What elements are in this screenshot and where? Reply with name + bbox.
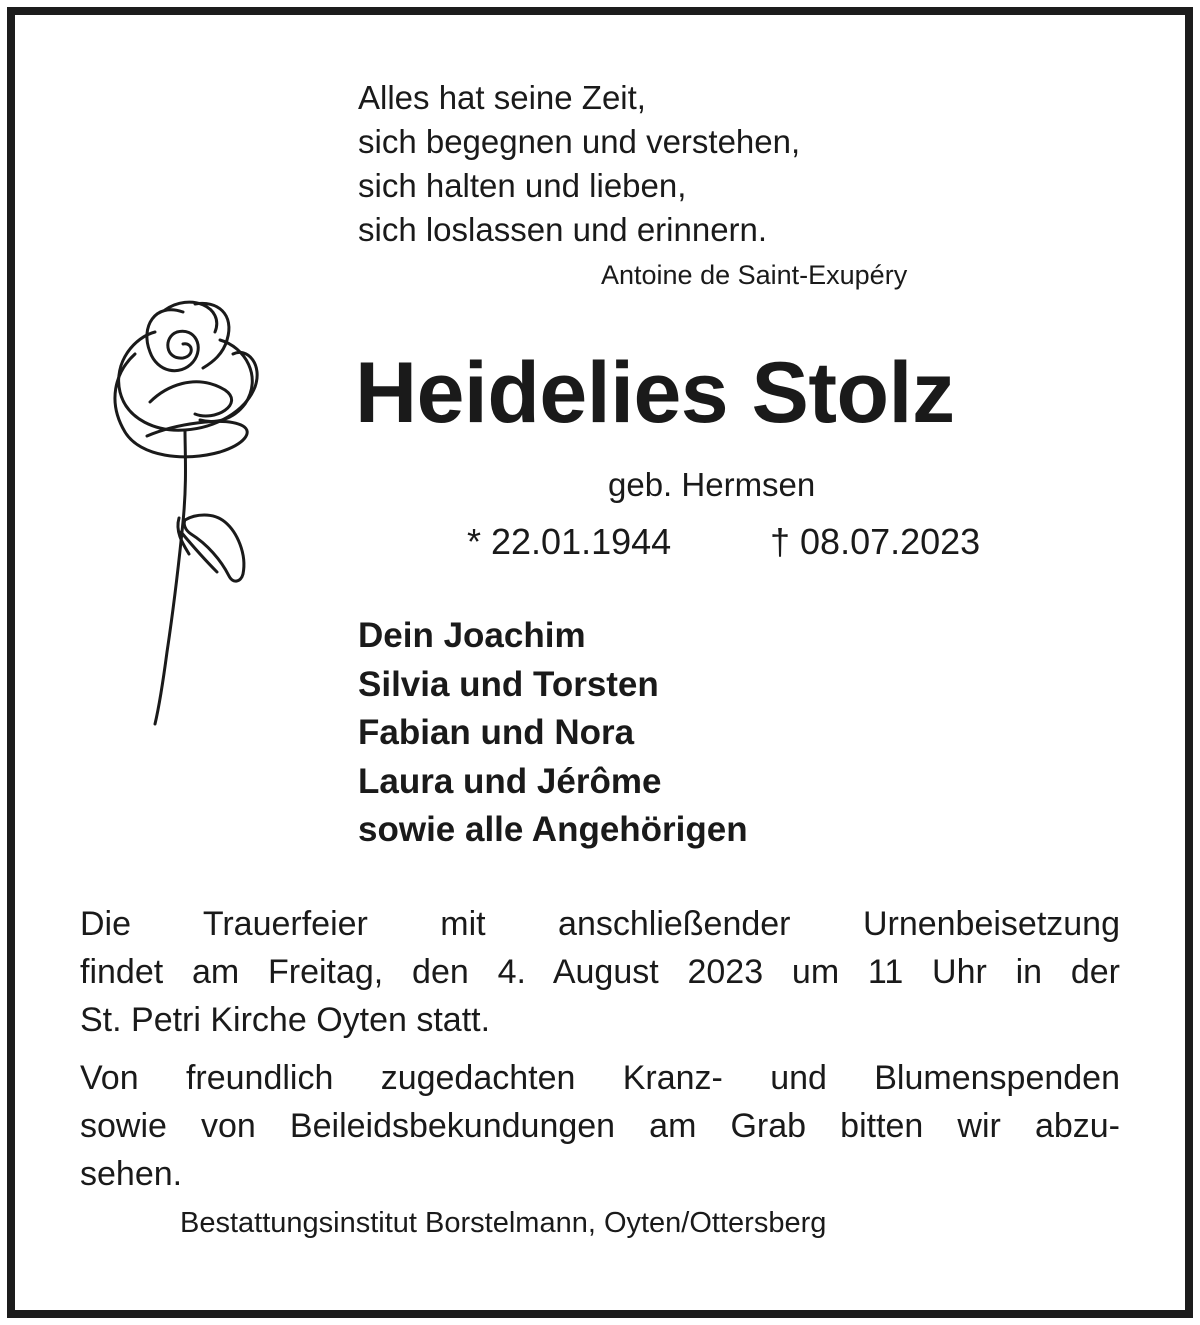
request-line: sehen. [80,1155,183,1193]
service-line: findet am Freitag, den 4. August 2023 um 11 Uhr in der [80,953,1120,991]
mourners-list [358,612,748,855]
service-line: Die Trauerfeier mit anschließender Urnenbeisetzung [80,905,1120,943]
quote [358,76,800,252]
quote-line: sich begegnen und verstehen, [358,123,801,160]
request-line: sowie von Beileidsbekundungen am Grab bitten wir abzu- [80,1107,1120,1145]
request-paragraph [80,1054,1120,1198]
funeral-home: Bestattungsinstitut Borstelmann, Oyten/Ottersberg [180,1207,827,1239]
service-paragraph [80,900,1120,1044]
deceased-name: Heidelies Stolz [355,345,955,441]
maiden-name: geb. Hermsen [608,466,816,503]
mourner: Dein Joachim [358,616,586,655]
rose-drawing-icon [95,292,285,742]
quote-line: Alles hat seine Zeit, [358,79,646,116]
request-line: Von freundlich zugedachten Kranz- und Blumenspenden [80,1059,1120,1097]
birth-date: * 22.01.1944 [467,521,672,562]
quote-line: sich halten und lieben, [358,167,687,204]
quote-author: Antoine de Saint-Exupéry [601,260,908,290]
death-date: † 08.07.2023 [770,521,981,562]
service-line: St. Petri Kirche Oyten statt. [80,1001,491,1039]
mourner: Fabian und Nora [358,713,635,752]
mourner: Silvia und Torsten [358,664,659,704]
mourner: sowie alle Angehörigen [358,810,748,849]
quote-line: sich loslassen und erinnern. [358,211,768,248]
mourner: Laura und Jérôme [358,761,662,801]
